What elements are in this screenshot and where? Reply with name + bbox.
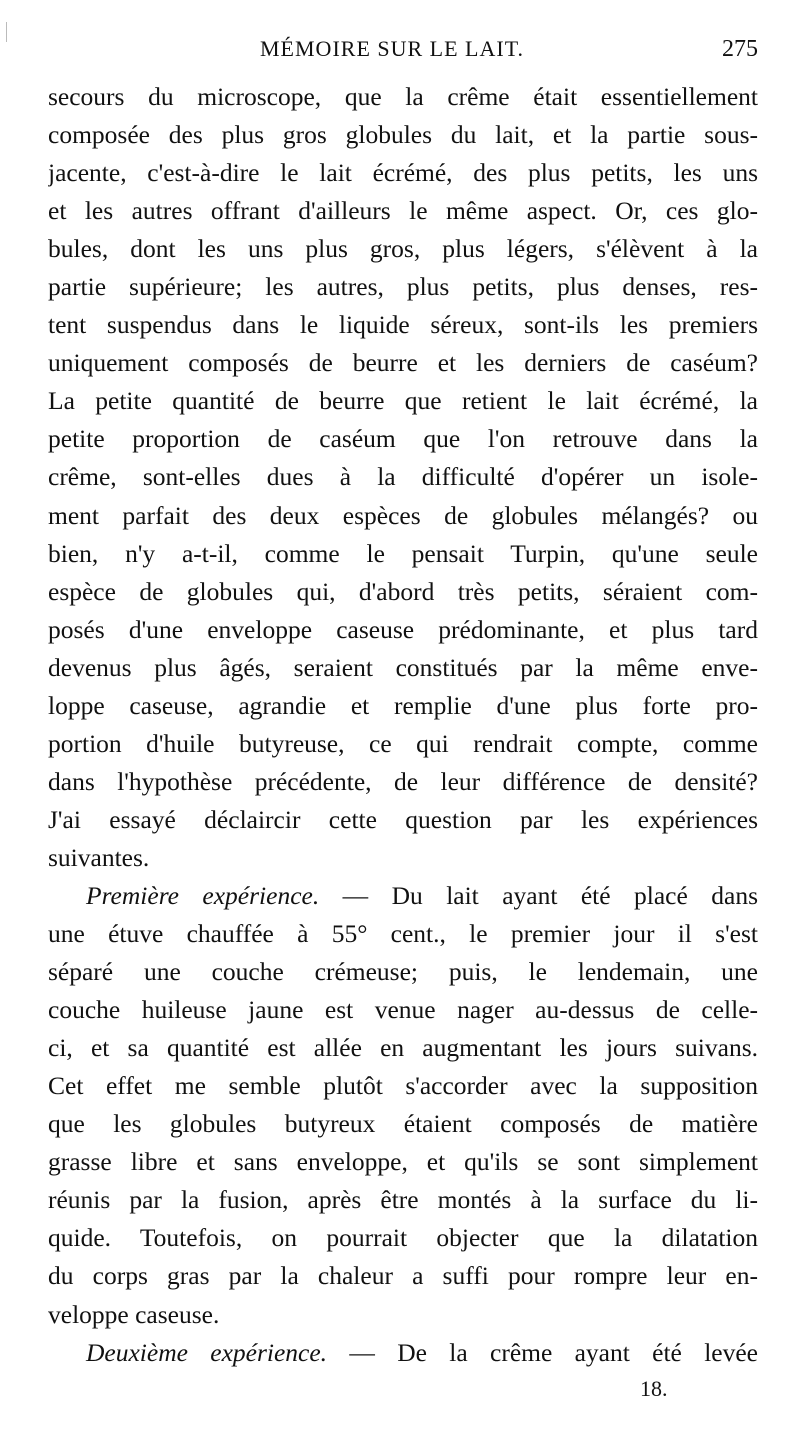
text-line: composée des plus gros globules du lait, et la partie sous- — [48, 120, 758, 150]
text-line: crême, sont-elles dues à la difficulté d'opérer un isole- — [48, 462, 758, 492]
text-line: portion d'huile butyreuse, ce qui rendrait compte, comme — [48, 728, 758, 758]
running-title: MÉMOIRE SUR LE LAIT. — [260, 36, 525, 61]
text-line: couche huileuse jaune est venue nager au-dessus de celle- — [48, 995, 758, 1025]
text-line: et les autres offrant d'ailleurs le même aspect. Or, ces glo- — [48, 196, 758, 226]
text-line: posés d'une enveloppe caseuse prédominante, et plus tard — [48, 614, 758, 644]
text-line: dans l'hypothèse précédente, de leur différence de densité? — [48, 766, 758, 796]
experiment-one-text: — Du lait ayant été placé dans — [319, 880, 758, 910]
text-line: quide. Toutefois, on pourrait objecter que la dilatation — [48, 1223, 758, 1253]
experiment-two-line — [48, 1334, 758, 1372]
experiment-one-line — [48, 877, 758, 915]
text-line: du corps gras par la chaleur a suffi pour rompre leur en- — [48, 1261, 758, 1291]
text-line: tent suspendus dans le liquide séreux, sont-ils les premiers — [48, 310, 758, 340]
text-line: une étuve chauffée à 55° cent., le premier jour il s'est — [48, 919, 758, 949]
text-line: que les globules butyreux étaient composés de matière — [48, 1109, 758, 1139]
text-line: Cet effet me semble plutôt s'accorder avec la supposition — [48, 1071, 758, 1101]
signature-mark: 18. — [640, 1376, 668, 1401]
text-line: devenus plus âgés, seraient constitués par la même enve- — [48, 652, 758, 682]
text-line: partie supérieure; les autres, plus petits, plus denses, res- — [48, 272, 758, 302]
page-header — [48, 36, 758, 76]
text-line: espèce de globules qui, d'abord très petits, séraient com- — [48, 576, 758, 606]
text-line: séparé une couche crémeuse; puis, le lendemain, une — [48, 957, 758, 987]
body-text — [48, 78, 758, 1372]
text-line: suivantes. — [48, 842, 150, 872]
text-line: réunis par la fusion, après être montés à la surface du li- — [48, 1185, 758, 1215]
text-line: jacente, c'est-à-dire le lait écrémé, des plus petits, les uns — [48, 158, 758, 188]
text-line: bien, n'y a-t-il, comme le pensait Turpin, qu'une seule — [48, 538, 758, 568]
page-edge-mark — [6, 22, 19, 42]
text-line: ment parfait des deux espèces de globules mélangés? ou — [48, 500, 758, 530]
text-line: J'ai essayé déclaircir cette question par les expériences — [48, 804, 758, 834]
text-line: secours du microscope, que la crême était essentiellement — [48, 82, 758, 111]
text-line: uniquement composés de beurre et les derniers de caséum? — [48, 348, 758, 378]
page-number: 275 — [722, 36, 758, 62]
text-line: ci, et sa quantité est allée en augmentant les jours suivans. — [48, 1033, 758, 1063]
experiment-two-heading: Deuxième expérience. — [86, 1337, 328, 1367]
text-line: bules, dont les uns plus gros, plus légers, s'élèvent à la — [48, 234, 758, 264]
text-line: grasse libre et sans enveloppe, et qu'ils se sont simplement — [48, 1147, 758, 1177]
text-line: petite proportion de caséum que l'on retrouve dans la — [48, 424, 758, 454]
text-line: veloppe caseuse. — [48, 1299, 220, 1329]
text-line: La petite quantité de beurre que retient le lait écrémé, la — [48, 386, 758, 416]
text-line: loppe caseuse, agrandie et remplie d'une plus forte pro- — [48, 690, 758, 720]
experiment-one-heading: Première expérience. — [86, 880, 320, 910]
experiment-two-text: — De la crême ayant été levée — [327, 1337, 758, 1367]
